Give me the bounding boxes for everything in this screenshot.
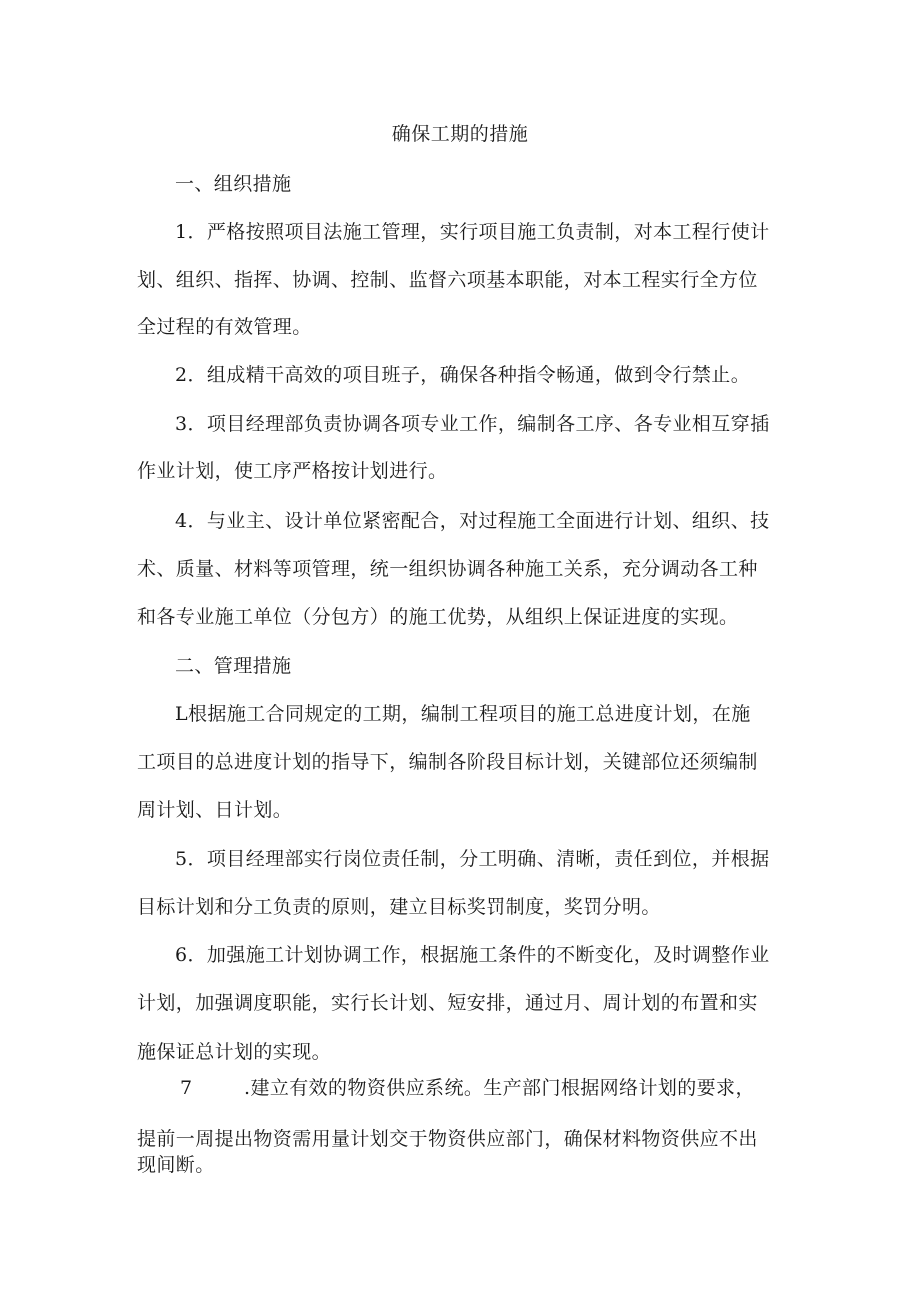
item-L-line-2: 工项目的总进度计划的指导下，编制各阶段目标计划，关键部位还须编制	[137, 751, 758, 773]
item-L-line-1: L根据施工合同规定的工期，编制工程项目的施工总进度计划，在施	[175, 703, 751, 725]
item-1-line-1: 1．严格按照项目法施工管理，实行项目施工负责制，对本工程行使计	[175, 221, 770, 243]
item-3-line-1: 3．项目经理部负责协调各项专业工作，编制各工序、各专业相互穿插	[175, 413, 770, 435]
item-7-number: 7	[180, 1077, 193, 1099]
item-5-line-1: 5．项目经理部实行岗位责任制，分工明确、清晰，责任到位，并根据	[175, 848, 770, 870]
item-L-line-3: 周计划、日计划。	[137, 799, 293, 821]
document-title: 确保工期的措施	[391, 123, 529, 145]
item-3-line-2: 作业计划，使工序严格按计划进行。	[137, 460, 448, 482]
item-7-line-3: 现间断。	[137, 1154, 215, 1176]
item-1-line-2: 划、组织、指挥、协调、控制、监督六项基本职能，对本工程实行全方位	[137, 269, 758, 291]
item-4-line-2: 术、质量、材料等项管理，统一组织协调各种施工关系，充分调动各工种	[137, 558, 758, 580]
item-1-line-3: 全过程的有效管理。	[137, 316, 312, 338]
item-6-line-2: 计划，加强调度职能，实行长计划、短安排，通过月、周计划的布置和实	[137, 992, 758, 1014]
item-6-line-1: 6．加强施工计划协调工作，根据施工条件的不断变化，及时调整作业	[175, 944, 770, 966]
item-4-line-1: 4．与业主、设计单位紧密配合，对过程施工全面进行计划、组织、技	[175, 510, 770, 532]
section-heading-management: 二、管理措施	[175, 655, 292, 677]
section-heading-organization: 一、组织措施	[175, 173, 292, 195]
item-4-line-3: 和各专业施工单位（分包方）的施工优势，从组织上保证进度的实现。	[137, 606, 739, 628]
item-5-line-2: 目标计划和分工负责的原则，建立目标奖罚制度，奖罚分明。	[137, 896, 661, 918]
item-2-line-1: 2．组成精干高效的项目班子，确保各种指令畅通，做到令行禁止。	[175, 364, 751, 386]
item-7-line-1: .建立有效的物资供应系统。生产部门根据网络计划的要求，	[244, 1077, 755, 1099]
item-6-line-3: 施保证总计划的实现。	[137, 1041, 332, 1063]
item-7-line-2: 提前一周提出物资需用量计划交于物资供应部门，确保材料物资供应不出	[137, 1128, 758, 1150]
